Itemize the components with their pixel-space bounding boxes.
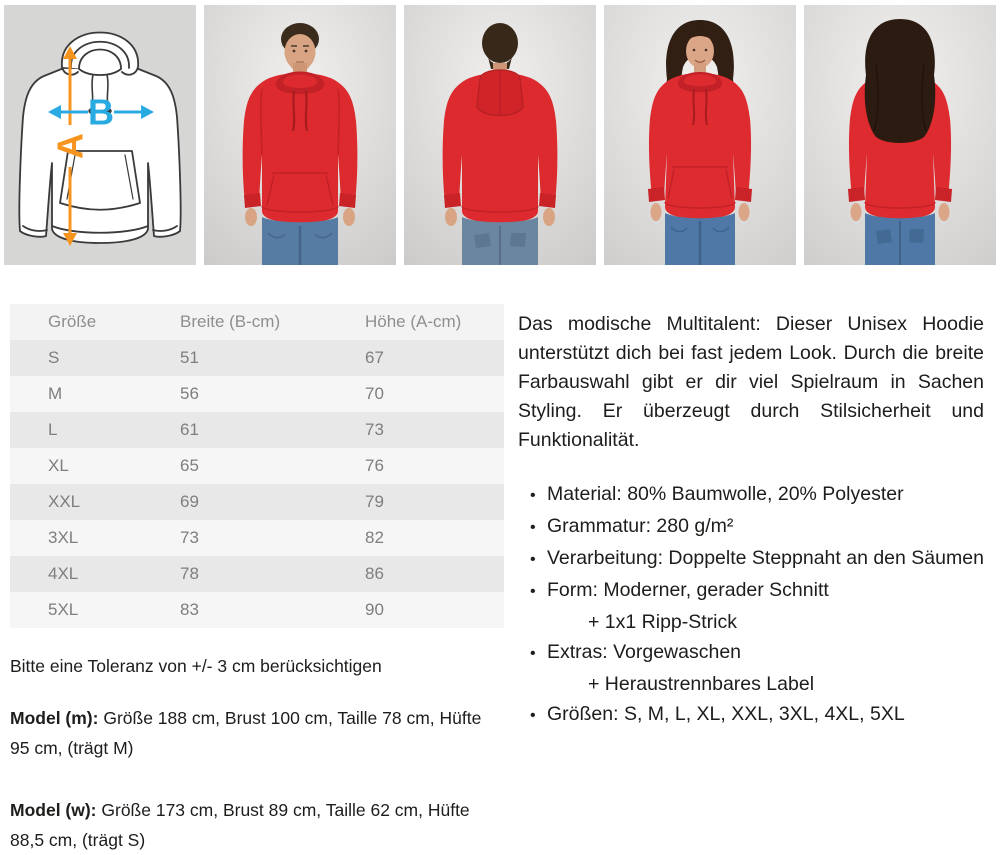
product-description-column bbox=[518, 310, 984, 731]
model-female-back bbox=[804, 5, 996, 265]
model-w-text: Größe 173 cm, Brust 89 cm, Taille 62 cm, Hüfte 88,5 cm, (trägt S) bbox=[10, 800, 470, 850]
size-cell: 4XL bbox=[48, 564, 79, 583]
bullet-icon: • bbox=[530, 519, 536, 536]
col-header-groesse: Größe bbox=[48, 312, 97, 331]
model-m-label: Model (m): bbox=[10, 708, 99, 728]
model-male-back bbox=[404, 5, 596, 265]
size-cell: L bbox=[48, 420, 58, 439]
model-m-text: Größe 188 cm, Brust 100 cm, Taille 78 cm, Hüfte 95 cm, (trägt M) bbox=[10, 708, 482, 758]
size-table-header-row bbox=[10, 304, 504, 340]
feature-sub: + 1x1 Ripp-Strick bbox=[588, 611, 738, 633]
feature-material: Material: 80% Baumwolle, 20% Polyester bbox=[547, 483, 904, 505]
breite-cell: 61 bbox=[180, 420, 199, 439]
feature-grammatur: Grammatur: 280 g/m² bbox=[547, 515, 734, 537]
table-row bbox=[10, 484, 504, 520]
hoehe-cell: 67 bbox=[365, 348, 384, 367]
list-item bbox=[518, 575, 984, 637]
list-item bbox=[518, 699, 984, 731]
model-male-front bbox=[204, 5, 396, 265]
breite-cell: 69 bbox=[180, 492, 199, 511]
col-header-breite: Breite (B-cm) bbox=[180, 312, 281, 331]
label-a: A bbox=[49, 133, 91, 159]
size-info-column bbox=[10, 304, 504, 855]
col-header-hoehe: Höhe (A-cm) bbox=[365, 312, 462, 331]
size-cell: XL bbox=[48, 456, 69, 475]
size-table bbox=[10, 304, 504, 628]
table-row bbox=[10, 592, 504, 628]
feature-verarbeitung: Verarbeitung: Doppelte Steppnaht an den Säumen bbox=[547, 547, 984, 569]
bullet-icon: • bbox=[530, 707, 536, 724]
hoehe-cell: 76 bbox=[365, 456, 384, 475]
hoehe-cell: 73 bbox=[365, 420, 384, 439]
breite-cell: 78 bbox=[180, 564, 199, 583]
table-row bbox=[10, 340, 504, 376]
feature-sub: + Heraustrennbares Label bbox=[588, 673, 815, 695]
feature-form: Form: Moderner, gerader Schnitt bbox=[547, 579, 829, 601]
hoehe-cell: 86 bbox=[365, 564, 384, 583]
feature-groessen: Größen: S, M, L, XL, XXL, 3XL, 4XL, 5XL bbox=[547, 703, 905, 725]
list-item bbox=[518, 479, 984, 511]
breite-cell: 51 bbox=[180, 348, 199, 367]
size-cell: 3XL bbox=[48, 528, 79, 547]
size-cell: 5XL bbox=[48, 600, 79, 619]
hoehe-cell: 82 bbox=[365, 528, 384, 547]
table-row bbox=[10, 412, 504, 448]
list-item bbox=[518, 543, 984, 575]
size-cell: S bbox=[48, 348, 60, 367]
size-diagram-image[interactable] bbox=[4, 5, 196, 265]
list-item bbox=[518, 511, 984, 543]
model-female-front-image[interactable] bbox=[604, 5, 796, 265]
bullet-icon: • bbox=[530, 645, 536, 662]
model-female-front bbox=[604, 5, 796, 265]
tolerance-note: Bitte eine Toleranz von +/- 3 cm berücksichtigen bbox=[10, 656, 382, 676]
hoehe-cell: 70 bbox=[365, 384, 384, 403]
hoodie-measure-diagram bbox=[4, 5, 196, 265]
hoehe-cell: 90 bbox=[365, 600, 384, 619]
bullet-icon: • bbox=[530, 583, 536, 600]
description-intro: Das modische Multitalent: Dieser Unisex Hoodie unterstützt dich bei fast jedem Look. Durch die breite Farbauswahl gibt er dir viel Spielraum in Sachen Styling. Er überzeugt durch Stilsicherheit und Funktionalität. bbox=[518, 313, 984, 451]
model-female-back-image[interactable] bbox=[804, 5, 996, 265]
size-cell: M bbox=[48, 384, 63, 403]
list-item bbox=[518, 637, 984, 699]
feature-list bbox=[518, 479, 984, 731]
table-row bbox=[10, 448, 504, 484]
bullet-icon: • bbox=[530, 487, 536, 504]
table-row bbox=[10, 376, 504, 412]
bullet-icon: • bbox=[530, 551, 536, 568]
breite-cell: 56 bbox=[180, 384, 199, 403]
table-row bbox=[10, 520, 504, 556]
table-row bbox=[10, 556, 504, 592]
model-w-note bbox=[10, 795, 504, 855]
model-male-front-image[interactable] bbox=[204, 5, 396, 265]
breite-cell: 83 bbox=[180, 600, 199, 619]
model-male-back-image[interactable] bbox=[404, 5, 596, 265]
size-cell: XXL bbox=[48, 492, 81, 511]
hoehe-cell: 79 bbox=[365, 492, 384, 511]
product-image-gallery bbox=[4, 5, 996, 265]
feature-extras: Extras: Vorgewaschen bbox=[547, 641, 742, 663]
label-b: B bbox=[88, 91, 114, 133]
model-m-note bbox=[10, 703, 504, 763]
model-w-label: Model (w): bbox=[10, 800, 97, 820]
breite-cell: 65 bbox=[180, 456, 199, 475]
breite-cell: 73 bbox=[180, 528, 199, 547]
